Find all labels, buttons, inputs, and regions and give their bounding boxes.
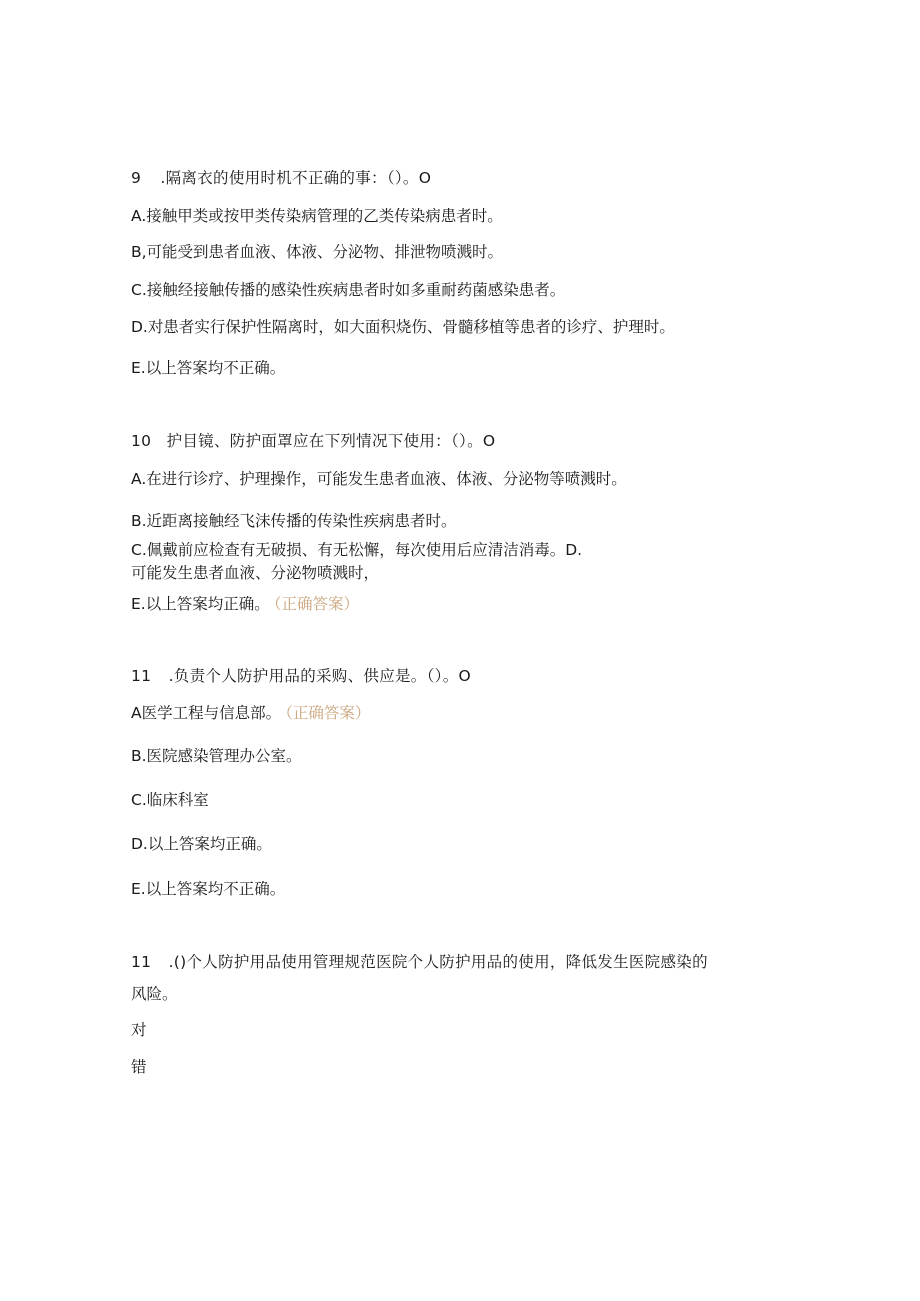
option-e[interactable]: [131, 594, 359, 614]
option-c[interactable]: C.佩戴前应检查有无破损、有无松懈，每次使用后应清洁消毒。D.: [131, 541, 583, 559]
question-text: .负责个人防护用品的采购、供应是。（）。O: [168, 667, 471, 685]
option-d[interactable]: 可能发生患者血液、分泌物喷溅时，: [131, 564, 380, 582]
question-text: .隔离衣的使用时机不正确的事：（）。O: [160, 169, 432, 187]
correct-answer-mark: （正确答案）: [285, 704, 371, 722]
option-e[interactable]: E.以上答案均不正确。: [131, 880, 286, 898]
option-c[interactable]: C.接触经接触传播的感染性疾病患者时如多重耐药菌感染患者。: [131, 281, 566, 299]
question-number: 9: [131, 169, 142, 187]
option-false[interactable]: 错: [131, 1058, 147, 1076]
question-text: .()个人防护用品使用管理规范医院个人防护用品的使用，降低发生医院感染的: [168, 953, 708, 971]
question-number: 11: [131, 667, 152, 685]
question-number: 10: [131, 432, 152, 450]
question-9-title: [131, 168, 431, 188]
option-true[interactable]: 对: [131, 1021, 147, 1039]
option-a[interactable]: A.在进行诊疗、护理操作，可能发生患者血液、体液、分泌物等喷溅时。: [131, 470, 627, 488]
option-b[interactable]: B.医院感染管理办公室。: [131, 747, 302, 765]
option-text: A医学工程与信息部。: [131, 704, 282, 722]
option-d[interactable]: D.以上答案均正确。: [131, 835, 272, 853]
option-e[interactable]: E.以上答案均不正确。: [131, 359, 286, 377]
option-text: E.以上答案均正确。: [131, 595, 270, 613]
option-a[interactable]: A.接触甲类或按甲类传染病管理的乙类传染病患者时。: [131, 207, 503, 225]
question-11-title: [131, 666, 471, 686]
question-10-title: [131, 431, 495, 451]
option-d[interactable]: D.对患者实行保护性隔离时，如大面积烧伤、骨髓移植等患者的诊疗、护理时。: [131, 318, 675, 336]
option-b[interactable]: B.近距离接触经飞沫传播的传染性疾病患者时。: [131, 512, 457, 530]
option-b[interactable]: B,可能受到患者血液、体液、分泌物、排泄物喷溅时。: [131, 243, 504, 261]
correct-answer-mark: （正确答案）: [273, 595, 359, 613]
question-text: 护目镜、防护面罩应在下列情况下使用：（）。O: [166, 432, 496, 450]
question-text-continued: 风险。: [131, 985, 178, 1003]
question-11b-title: [131, 952, 708, 972]
question-number: 11: [131, 953, 152, 971]
option-a[interactable]: [131, 703, 370, 723]
option-c[interactable]: C.临床科室: [131, 791, 209, 809]
